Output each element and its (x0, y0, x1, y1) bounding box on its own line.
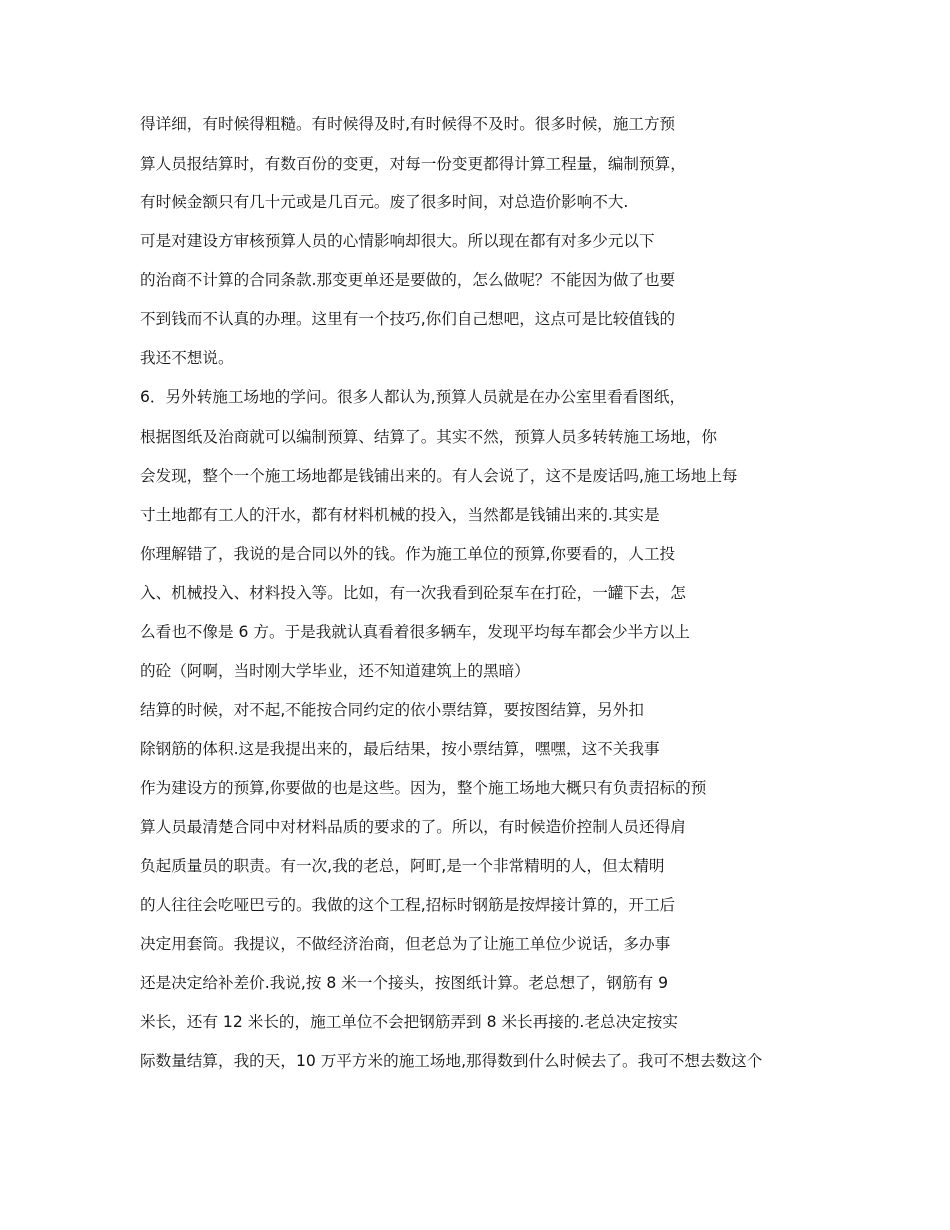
text-line-4: 可是对建设方审核预算人员的心情影响却很大。所以现在都有对多少元以下 (140, 232, 655, 250)
text-line-2: 算人员报结算时，有数百份的变更，对每一份变更都得计算工程量，编制预算， (140, 155, 686, 173)
text-line-18: 作为建设方的预算,你要做的也是这些。因为，整个施工场地大概只有负责招标的预 (140, 779, 707, 797)
text-line-22: 决定用套筒。我提议，不做经济治商，但老总为了让施工单位少说话，多办事 (140, 935, 671, 953)
text-line-1: 得详细，有时候得粗糙。有时候得及时,有时候得不及时。很多时候，施工方预 (140, 115, 676, 133)
text-line-10: 会发现，整个一个施工场地都是钱铺出来的。有人会说了，这不是废话吗,施工场地上每 (140, 467, 738, 485)
text-line-7: 我还不想说。 (140, 349, 234, 367)
text-line-14: 么看也不像是 6 方。于是我就认真看着很多辆车，发现平均每车都会少半方以上 (140, 623, 691, 641)
text-line-8: 6．另外转施工场地的学问。很多人都认为,预算人员就是在办公室里看看图纸， (140, 388, 686, 406)
text-line-23: 还是决定给补差价.我说,按 8 米一个接头，按图纸计算。老总想了，钢筋有 9 (140, 974, 669, 992)
text-line-24: 米长，还有 12 米长的，施工单位不会把钢筋弄到 8 米长再接的.老总决定按实 (140, 1013, 678, 1031)
text-line-11: 寸土地都有工人的汗水，都有材料机械的投入，当然都是钱铺出来的.其实是 (140, 506, 660, 524)
text-line-3: 有时候金额只有几十元或是几百元。废了很多时间，对总造价影响不大. (140, 193, 629, 211)
text-line-15: 的砼（阿啊，当时刚大学毕业，还不知道建筑上的黑暗） (140, 662, 530, 680)
text-line-5: 的治商不计算的合同条款.那变更单还是要做的，怎么做呢？不能因为做了也要 (140, 271, 676, 289)
text-line-19: 算人员最清楚合同中对材料品质的要求的了。所以，有时候造价控制人员还得肩 (140, 818, 686, 836)
text-line-25: 际数量结算，我的天，10 万平方米的施工场地,那得数到什么时候去了。我可不想去数这个 (140, 1052, 763, 1070)
text-line-13: 入、机械投入、材料投入等。比如，有一次我看到砼泵车在打砼，一罐下去，怎 (140, 584, 686, 602)
text-line-17: 除钢筋的体积.这是我提出来的，最后结果，按小票结算，嘿嘿，这不关我事 (140, 740, 660, 758)
text-line-9: 根据图纸及治商就可以编制预算、结算了。其实不然，预算人员多转转施工场地，你 (140, 428, 717, 446)
text-line-6: 不到钱而不认真的办理。这里有一个技巧,你们自己想吧，这点可是比较值钱的 (140, 310, 676, 328)
text-line-20: 负起质量员的职责。有一次,我的老总，阿町,是一个非常精明的人，但太精明 (140, 857, 665, 875)
text-line-12: 你理解错了，我说的是合同以外的钱。作为施工单位的预算,你要看的，人工投 (140, 545, 676, 563)
text-line-16: 结算的时候，对不起,不能按合同约定的依小票结算，要按图结算，另外扣 (140, 701, 644, 719)
text-line-21: 的人往往会吃哑巴亏的。我做的这个工程,招标时钢筋是按焊接计算的，开工后 (140, 896, 676, 914)
